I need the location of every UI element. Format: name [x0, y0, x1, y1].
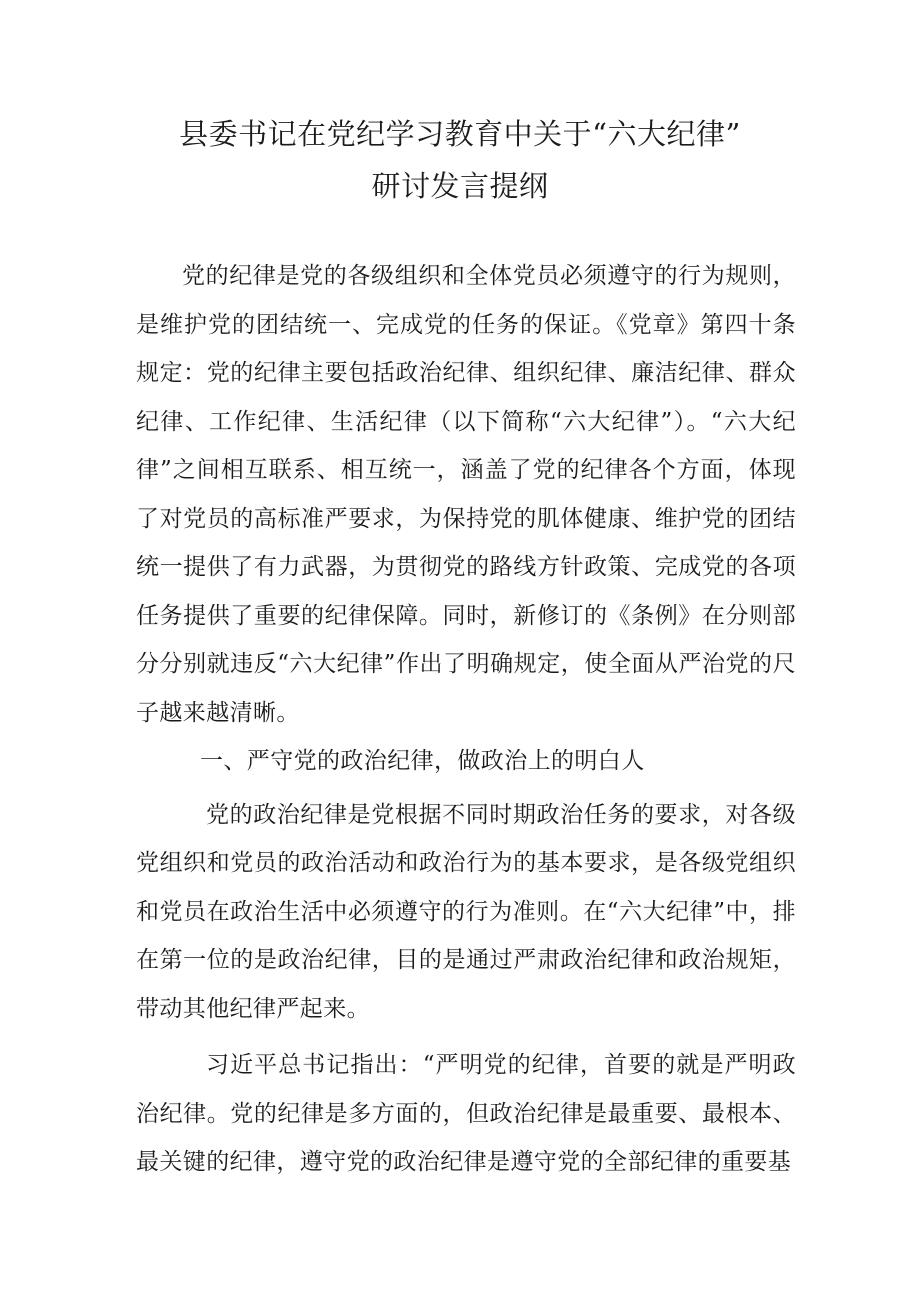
title-line-1: 县委书记在党纪学习教育中关于“六大纪律” — [179, 117, 741, 151]
paragraph-political-discipline: 党的政治纪律是党根据不同时期政治任务的要求，对各级党组织和党员的政治活动和政治行为的基本要求，是各级党组织和党员在政治生活中必须遵守的行为准则。在“六大纪律”中，排在第一位的是政治纪律，目的是通过严肃政治纪律和政治规矩，带动其他纪律严起来。 — [136, 801, 796, 1022]
title-line-2: 研讨发言提纲 — [371, 169, 549, 203]
paragraph-intro: 党的纪律是党的各级组织和全体党员必须遵守的行为规则，是维护党的团结统一、完成党的任务的保证。《党章》第四十条规定：党的纪律主要包括政治纪律、组织纪律、廉洁纪律、群众纪律、工作纪律、生活纪律（以下简称“六大纪律”）。“六大纪律”之间相互联系、相互统一，涵盖了党的纪律各个方面，体现了对党员的高标准严要求，为保持党的肌体健康、维护党的团结统一提供了有力武器，为贯彻党的路线方针政策、完成党的各项任务提供了重要的纪律保障。同时，新修订的《条例》在分则部分分别就违反“六大纪律”作出了明确规定，使全面从严治党的尺子越来越清晰。 — [136, 263, 796, 726]
document-body — [136, 252, 796, 1187]
section-heading-political-discipline: 一、严守党的政治纪律，做政治上的明白人 — [200, 748, 645, 774]
document-title — [0, 108, 920, 212]
paragraph-quote: 习近平总书记指出：“严明党的纪律，首要的就是严明政治纪律。党的纪律是多方面的，但政治纪律是最重要、最根本、最关键的纪律，遵守党的政治纪律是遵守党的全部纪律的重要基 — [136, 1052, 796, 1175]
